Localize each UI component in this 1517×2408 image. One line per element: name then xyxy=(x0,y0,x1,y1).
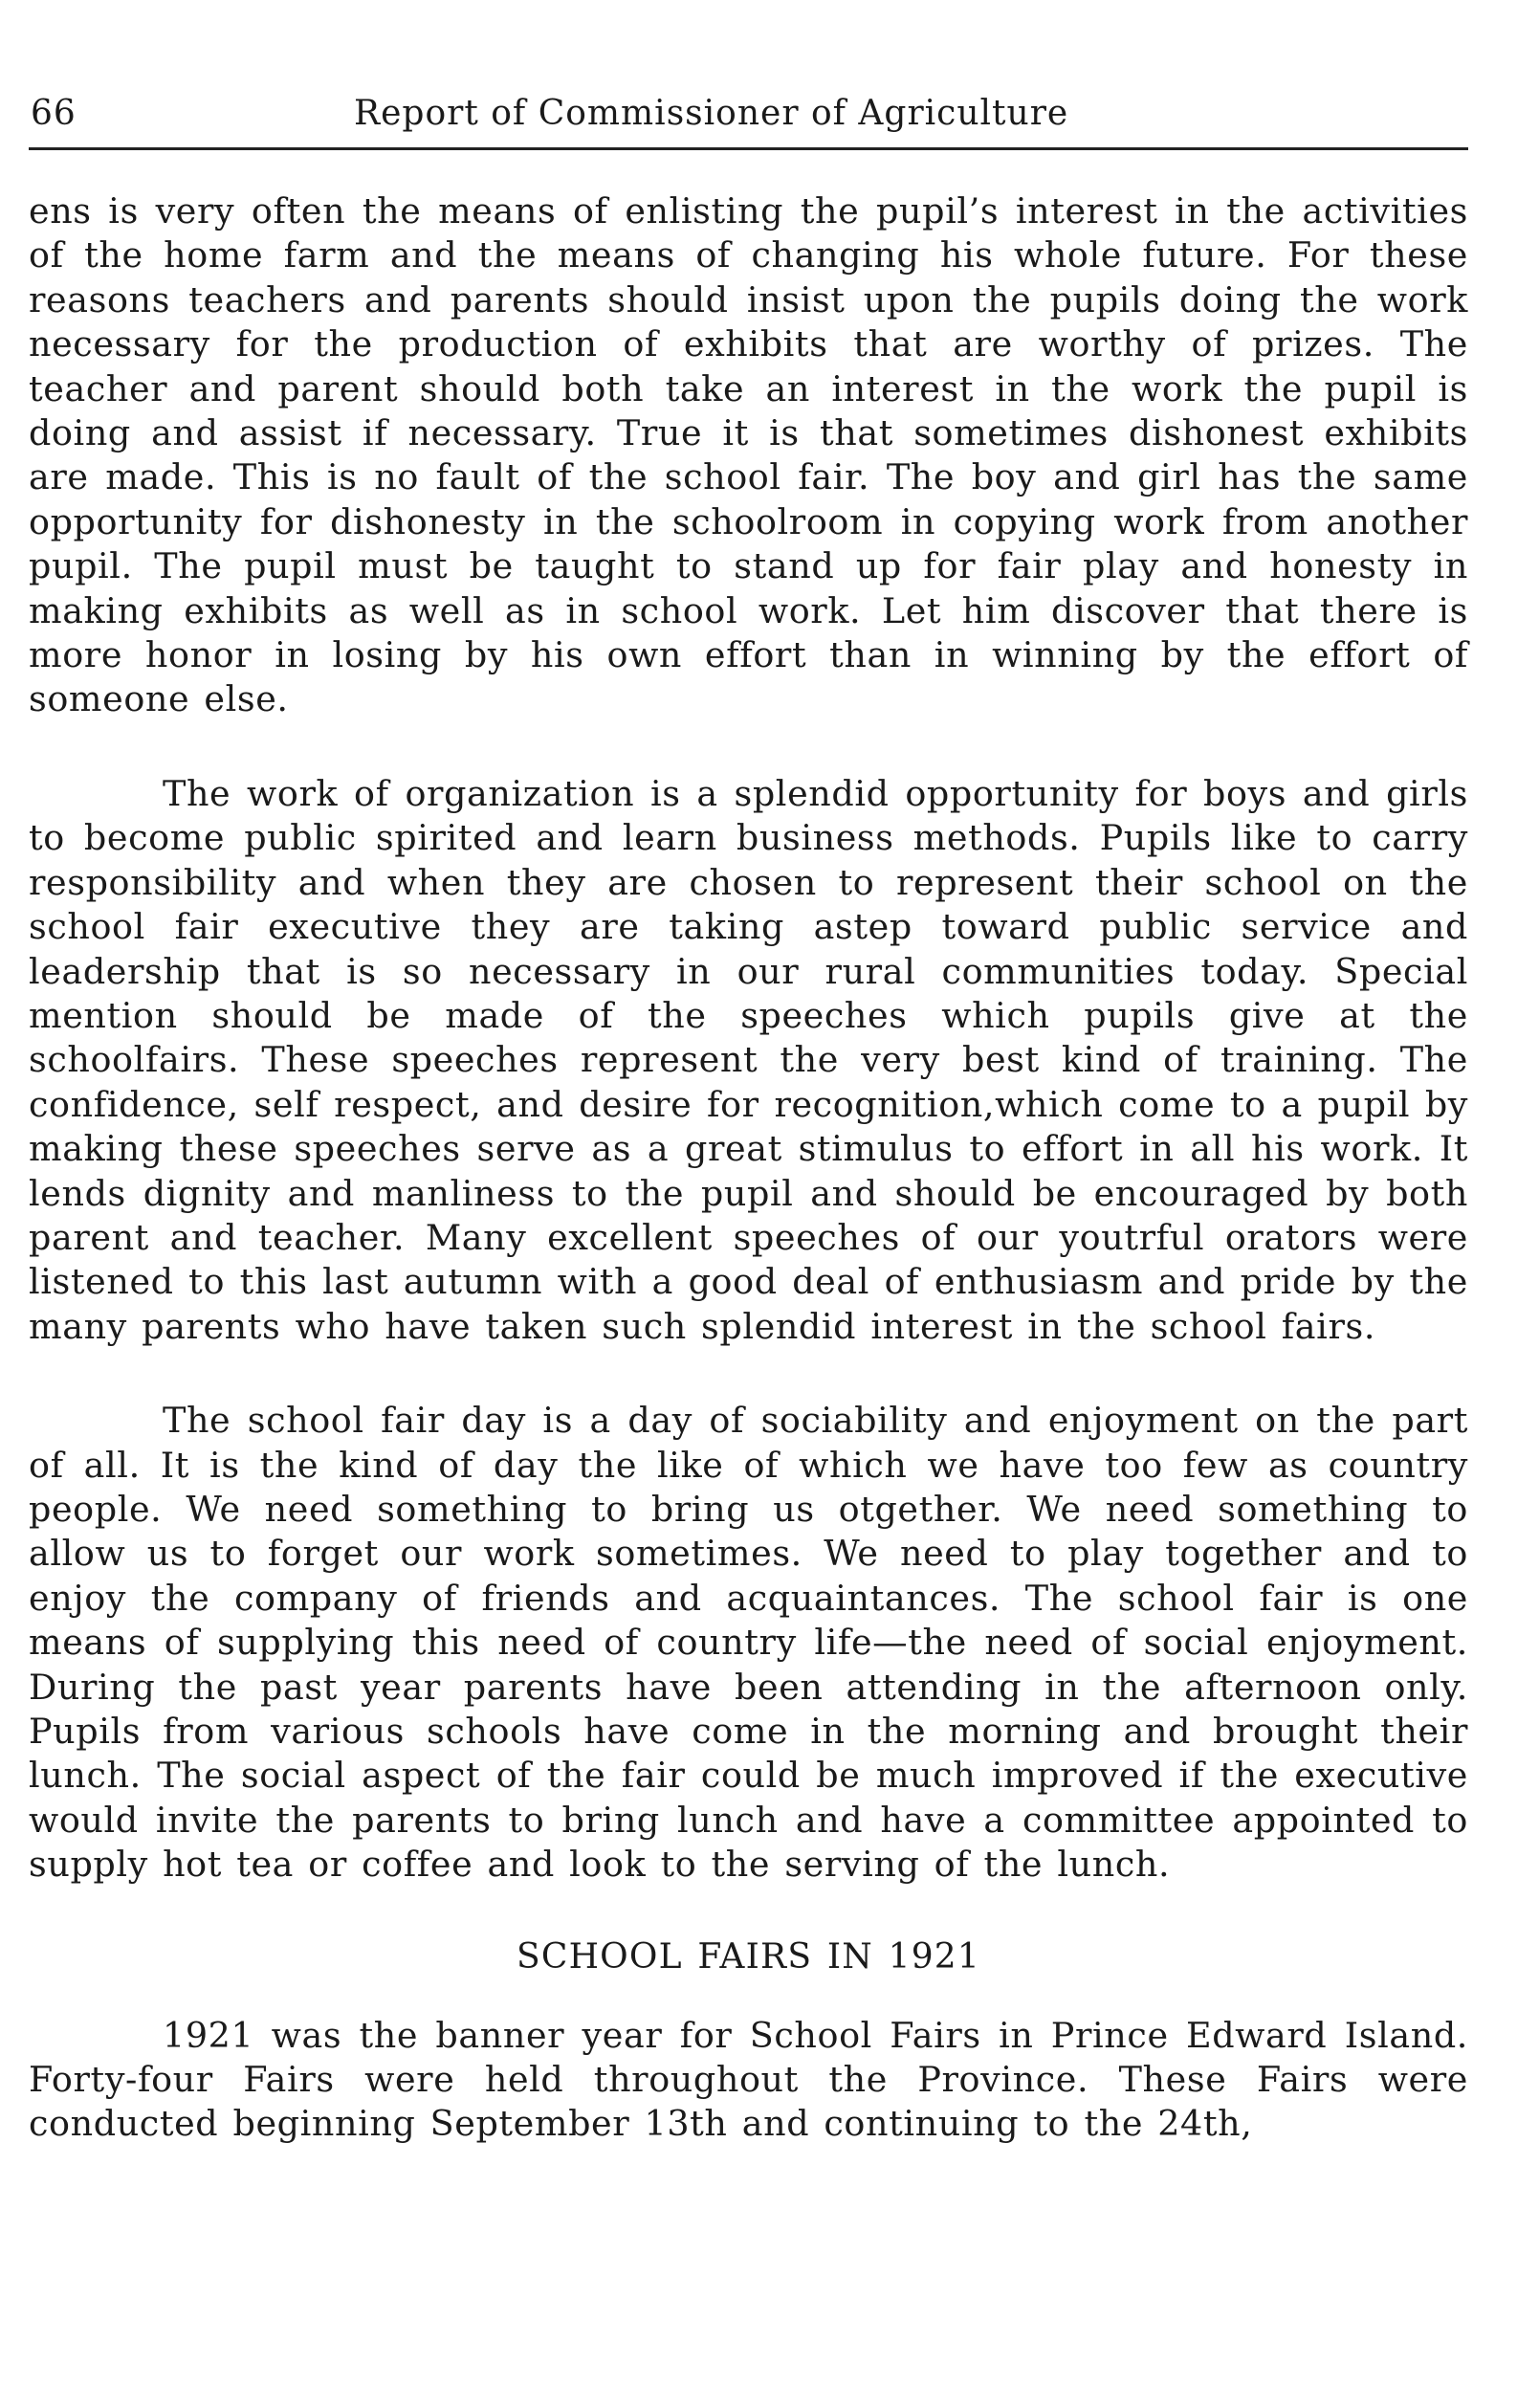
body-text xyxy=(29,189,1468,2147)
paragraph-spacer xyxy=(29,1349,1468,1399)
paragraph-spacer xyxy=(29,722,1468,772)
running-title: Report of Commissioner of Agriculture xyxy=(354,94,1069,133)
page-number: 66 xyxy=(31,94,77,133)
document-page xyxy=(29,77,1468,2145)
header-rule xyxy=(29,147,1468,150)
running-header xyxy=(29,77,1468,134)
section-spacer xyxy=(29,1979,1468,2014)
section-heading: SCHOOL FAIRS IN 1921 xyxy=(516,1936,981,1977)
section-spacer xyxy=(29,1888,1468,1935)
paragraph-continued: ens is very often the means of enlisting the pupil’s interest in the activities of the home farm and the means of changing his whole future. For these reasons teachers and parents should insist upon the pupils doing the work necessary for the production of exhibits that are worthy of prizes. The teacher and parent should both take an interest in the work the pupil is doing and assist if necessary. True it is that sometimes dishonest exhibits are made. This is no fault of the school fair. The boy and girl has the same opportunity for dishonesty in the schoolroom in copying work from another pupil. The pupil must be taught to stand up for fair play and honesty in making exhibits as well as in school work. Let him discover that there is more honor in losing by his own effort than in winning by the effort of someone else. xyxy=(29,190,1468,720)
paragraph-organization: The work of organization is a splendid opportunity for boys and girls to become public spirited and learn business methods. Pupils like to carry responsibility and when they are chosen to represent their school on the school fair executive they are taking astep toward public service and leadership that is so necessary in our rural communities today. Special mention should be made of the speeches which pupils give at the schoolfairs. These speeches represent the very best kind of training. The confidence, self respect, and desire for recognition,which come to a pupil by making these speeches serve as a great stimulus to effort in all his work. It lends dignity and manliness to the pupil and should be encouraged by both parent and teacher. Many excellent speeches of our youtrful orators were listened to this last autumn with a good deal of enthusiasm and pride by the many parents who have taken such splendid interest in the school fairs. xyxy=(29,772,1468,1347)
paragraph-fair-day: The school fair day is a day of sociability and enjoyment on the part of all. It is the kind of day the like of which we have too few as country people. We need something to bring us otgether. We need something to allow us to forget our work sometimes. We need to play together and to enjoy the company of friends and acquaintances. The school fair is one means of supplying this need of country life—the need of social enjoyment. During the past year parents have been attending in the afternoon only. Pupils from various schools have come in the morning and brought their lunch. The social aspect of the fair could be much improved if the executive would invite the parents to bring lunch and have a committee appointed to supply hot tea or coffee and look to the serving of the lunch. xyxy=(29,1400,1468,1886)
paragraph-school-fairs-1921: 1921 was the banner year for School Fairs in Prince Edward Island. Forty-four Fairs were held throughout the Province. These Fairs were conducted beginning September 13th and continuing to the 24th, xyxy=(29,2014,1468,2145)
